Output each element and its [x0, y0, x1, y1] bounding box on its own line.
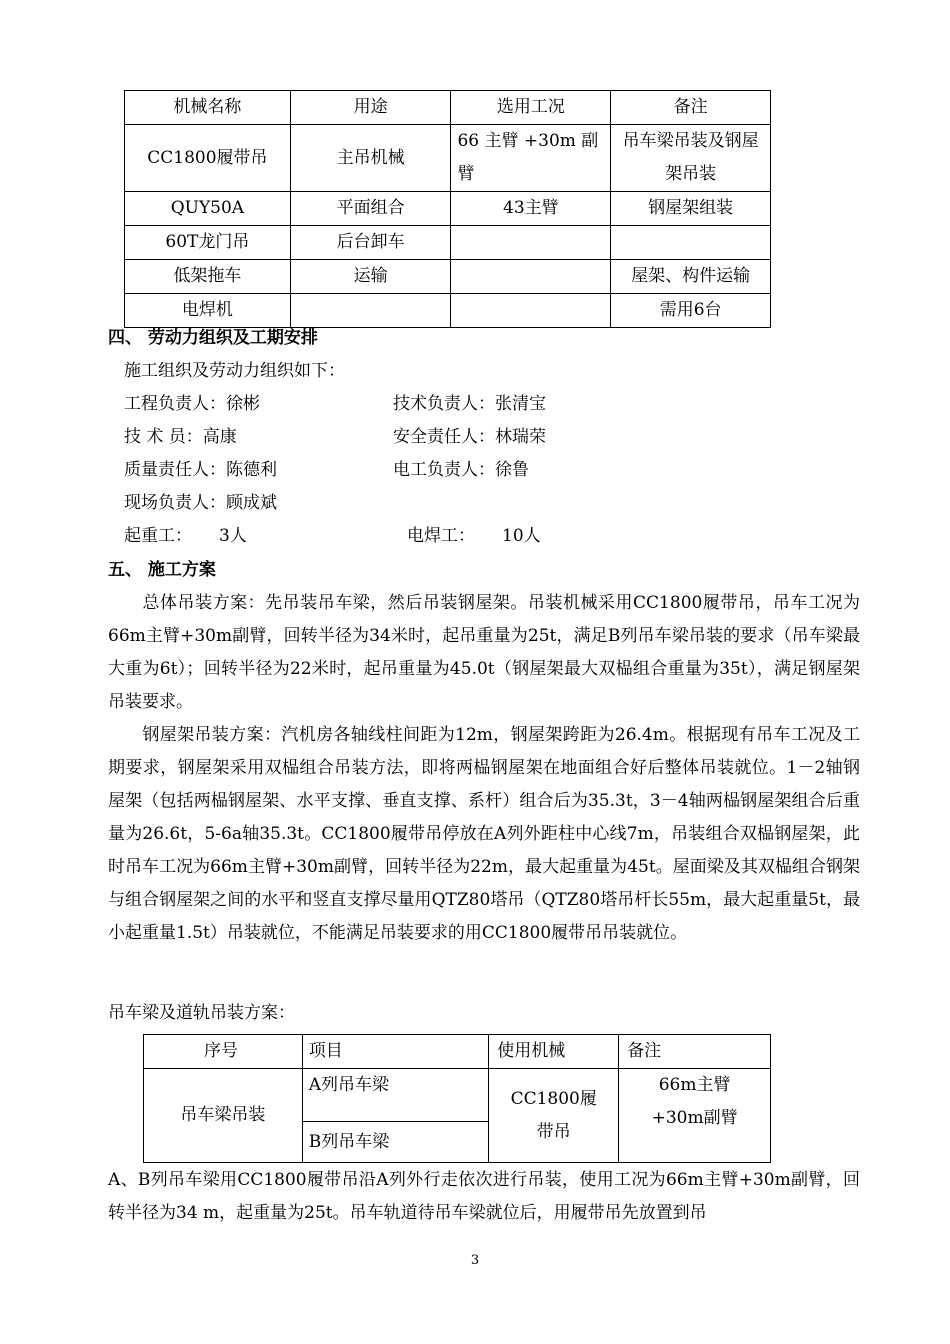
paragraph-beam-lifting: A、B列吊车梁用CC1800履带吊沿A列外行走依次进行吊装，使用工况为66m主臂+30m副臂，回转半径为34 m，起重量为25t。吊车轨道待吊车梁就位后，用履带吊先放置到吊: [108, 1170, 860, 1223]
table-cell: 66 主臂 +30m 副臂: [451, 125, 611, 192]
table-header: 使用机械: [489, 1035, 619, 1069]
section-4-heading: 四、 劳动力组织及工期安排: [108, 328, 318, 348]
staff-right: 安全责任人：林瑞荣: [393, 427, 546, 447]
staff-left: 现场负责人：顾成斌: [124, 493, 277, 513]
table-cell: B列吊车梁: [302, 1122, 489, 1163]
table-cell: [290, 294, 451, 328]
paragraph-overall-plan: [108, 587, 860, 719]
table-header-row: [125, 91, 771, 125]
table-cell: [611, 226, 771, 260]
table-cell: [451, 226, 611, 260]
table-header: 机械名称: [125, 91, 291, 125]
workers-welder: 电焊工： 10人: [407, 526, 541, 546]
table-row: [125, 226, 771, 260]
paragraph-truss-plan: [108, 719, 860, 950]
table-cell-machine: CC1800履带吊: [489, 1069, 619, 1163]
table-cell: 低架拖车: [125, 260, 291, 294]
table-cell: [451, 260, 611, 294]
table-header: 选用工况: [451, 91, 611, 125]
table-row: [125, 260, 771, 294]
table-cell: CC1800履带吊: [125, 125, 291, 192]
table-cell: 60T龙门吊: [125, 226, 291, 260]
paragraph-text: 总体吊装方案：先吊装吊车梁，然后吊装钢屋架。吊装机械采用CC1800履带吊，吊车工况为66m主臂+30m副臂，回转半径为34米时，起吊重量为25t，满足B列吊车梁吊装的要求（吊车梁最大重为6t）；回转半径为22米时，起吊重量为45.0t（钢屋架最大双榀组合重量为35t），满足钢屋架吊装要求。: [108, 593, 860, 712]
table-row: [125, 294, 771, 328]
table-cell: 43主臂: [451, 192, 611, 226]
table-cell: 需用6台: [611, 294, 771, 328]
table-header: 备注: [611, 91, 771, 125]
machine-table: [124, 90, 771, 328]
section-4-intro: 施工组织及劳动力组织如下：: [124, 361, 345, 381]
table-cell: 屋架、构件运输: [611, 260, 771, 294]
table-header: 序号: [144, 1035, 303, 1069]
table-row: [144, 1069, 771, 1122]
staff-left: 工程负责人：徐彬: [124, 394, 260, 414]
table-header: 项目: [302, 1035, 489, 1069]
table-row: [125, 125, 771, 192]
table-cell: [451, 294, 611, 328]
table-cell: 运输: [290, 260, 451, 294]
section-5-heading: 五、 施工方案: [108, 560, 216, 580]
table-cell-note: 66m主臂+30m副臂: [619, 1069, 771, 1163]
beam-plan-title: 吊车梁及道轨吊装方案：: [108, 1003, 295, 1023]
table-cell-group: 吊车梁吊装: [144, 1069, 303, 1163]
table-cell: 吊车梁吊装及钢屋架吊装: [611, 125, 771, 192]
table-cell: QUY50A: [125, 192, 291, 226]
page-number: 3: [470, 1253, 480, 1268]
table-cell: 主吊机械: [290, 125, 451, 192]
staff-left: 质量责任人：陈德利: [124, 460, 277, 480]
staff-right: 技术负责人：张清宝: [393, 394, 546, 414]
staff-right: 电工负责人：徐鲁: [393, 460, 529, 480]
paragraph-text: 钢屋架吊装方案：汽机房各轴线柱间距为12m，钢屋架跨距为26.4m。根据现有吊车工况及工期要求，钢屋架采用双榀组合吊装方法，即将两榀钢屋架在地面组合好后整体吊装就位。1－2轴钢屋架（包括两榀钢屋架、水平支撑、垂直支撑、系杆）组合后为35.3t，3－4轴两榀钢屋架组合后重量为26.6t，5-6a轴35.3t。CC1800履带吊停放在A列外距柱中心线7m，吊装组合双榀钢屋架，此时吊车工况为66m主臂+30m副臂，回转半径为22m，最大起重量为45t。屋面梁及其双榀组合钢架与组合钢屋架之间的水平和竖直支撑尽量用QTZ80塔吊（QTZ80塔吊杆长55m，最大起重量5t，最小起重量1.5t）吊装就位，不能满足吊装要求的用CC1800履带吊吊装就位。: [108, 725, 860, 943]
table-cell: 钢屋架组装: [611, 192, 771, 226]
workers-crane: 起重工： 3人: [124, 526, 247, 546]
table-cell: 平面组合: [290, 192, 451, 226]
table-header: 备注: [619, 1035, 771, 1069]
table-header-row: [144, 1035, 771, 1069]
table-cell: A列吊车梁: [302, 1069, 489, 1122]
staff-left: 技 术 员：高康: [124, 427, 237, 447]
table-header: 用途: [290, 91, 451, 125]
table-cell: 电焊机: [125, 294, 291, 328]
table-cell: 后台卸车: [290, 226, 451, 260]
beam-table: [143, 1034, 771, 1163]
table-row: [125, 192, 771, 226]
